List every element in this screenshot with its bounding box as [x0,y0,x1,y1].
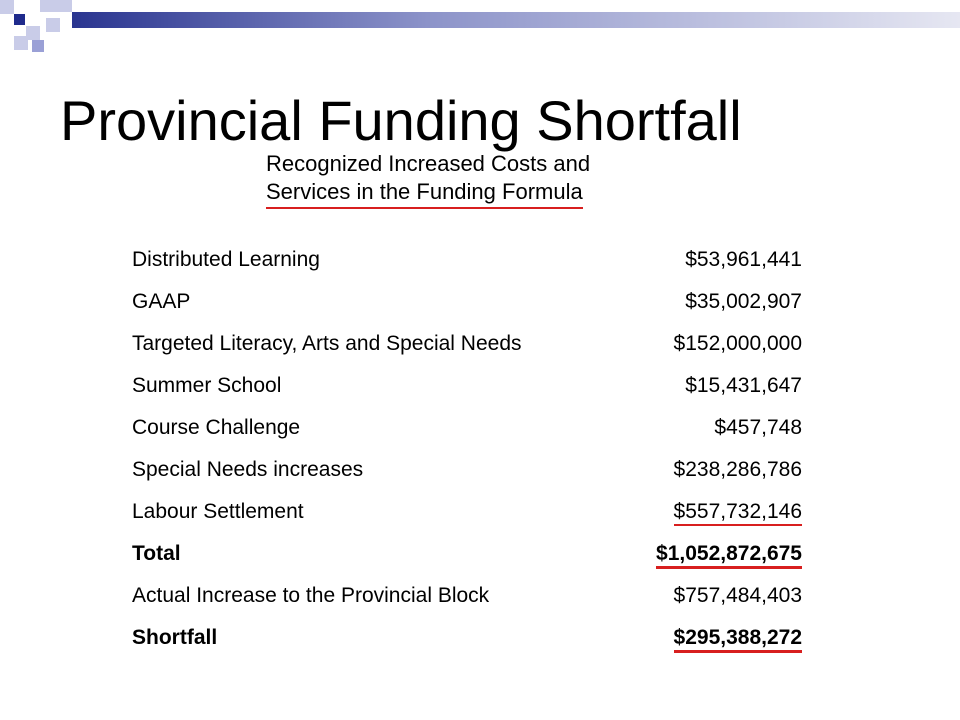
row-label: Actual Increase to the Provincial Block [132,584,490,607]
decor-square [32,40,44,52]
decor-square [46,18,60,32]
row-value: $152,000,000 [673,332,802,355]
table-row [132,492,802,534]
table-row [132,366,802,408]
table-row [132,408,802,450]
table-caption [266,150,590,209]
header-gradient-bar [72,12,960,28]
row-value: $457,748 [714,416,802,439]
decor-square [26,26,40,40]
row-value: $238,286,786 [673,458,802,481]
caption-line-1: Recognized Increased Costs and [266,151,591,176]
row-label: GAAP [132,290,191,313]
row-label: Distributed Learning [132,248,320,271]
row-label: Special Needs increases [132,458,364,481]
slide-title: Provincial Funding Shortfall [60,89,742,152]
row-value: $53,961,441 [685,248,802,271]
row-value: $1,052,872,675 [656,542,802,569]
decor-square [14,14,25,25]
row-label: Summer School [132,374,282,397]
row-value: $295,388,272 [674,626,802,653]
table-row [132,450,802,492]
row-value: $15,431,647 [685,374,802,397]
row-value: $557,732,146 [674,500,802,526]
table-row [132,282,802,324]
shortfall-row [132,618,802,660]
row-label: Labour Settlement [132,500,304,523]
funding-table [132,240,802,660]
decor-square [0,0,14,14]
row-label: Shortfall [132,626,218,649]
caption-line-2: Services in the Funding Formula [266,178,583,209]
table-row [132,576,802,618]
table-row [132,240,802,282]
row-label: Course Challenge [132,416,301,439]
decor-square [40,0,72,12]
row-value: $35,002,907 [685,290,802,313]
table-row [132,324,802,366]
row-value: $757,484,403 [673,584,802,607]
row-label: Targeted Literacy, Arts and Special Needs [132,332,522,355]
decor-square [14,36,28,50]
row-label: Total [132,542,181,565]
total-row [132,534,802,576]
